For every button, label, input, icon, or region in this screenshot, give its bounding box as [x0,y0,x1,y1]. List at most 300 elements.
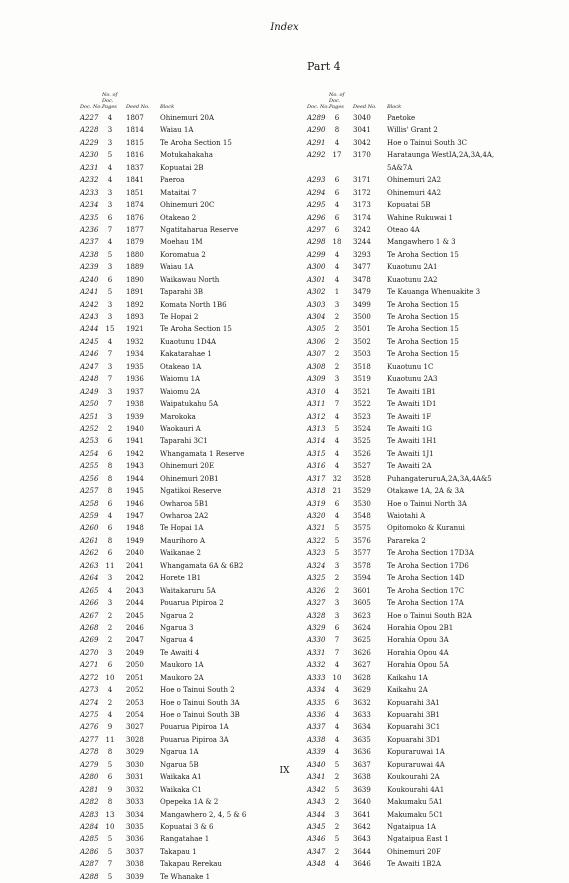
table-row [307,796,562,808]
doc-no-cell: A234 [80,201,99,210]
deed-no-cell: 3244 [353,238,371,247]
block-cell: Te Hopai 2 [160,313,199,321]
doc-no-cell: A282 [80,798,99,807]
table-row [80,535,335,547]
deed-no-cell: 2054 [126,711,144,719]
table-row [80,684,335,696]
table-row [80,361,335,373]
pages-cell: 2 [107,424,113,433]
pages-cell: 18 [332,238,342,247]
deed-no-cell: 3032 [126,785,144,794]
pages-cell: 3 [107,263,113,272]
block-cell: Kopuatai 2B [160,163,204,172]
block-cell: Pouarua Pipiroa 3A [160,735,229,744]
block-cell: Mangawhero 1 & 3 [387,238,456,247]
block-cell: Ohinemuri 20F [387,847,441,856]
deed-no-cell: 3605 [353,599,371,608]
deed-no-cell: 1891 [126,288,144,297]
pages-cell: 6 [107,213,113,222]
pages-cell: 3 [107,648,113,657]
pages-cell: 3 [107,188,113,197]
header-deed: Deed No. [353,104,377,110]
deed-no-cell: 3642 [353,822,371,831]
doc-no-cell: A300 [307,263,326,272]
block-cell: Whangamata 6A & 6B2 [160,561,244,570]
deed-no-cell: 2044 [126,599,144,608]
table-row [307,411,562,423]
block-cell: Kopuraruwai 4A [387,760,445,769]
table-row [307,833,562,845]
table-row [80,124,335,136]
block-cell: Owharoa 5B1 [160,499,209,508]
block-cell: Ngarua 2 [160,611,194,620]
deed-no-cell: 3039 [126,872,144,881]
doc-no-cell: A340 [307,760,326,769]
block-cell: Te Aroha Section 15 [160,325,232,334]
pages-cell: 4 [334,275,340,284]
block-cell: Ohinemuri 2A2 [387,176,442,185]
pages-cell: 7 [107,860,113,869]
doc-no-cell: A342 [307,785,326,794]
table-row [307,299,562,311]
doc-no-cell: A274 [80,698,99,707]
pages-cell: 4 [334,462,340,471]
block-cell: Koukourahi 2A [387,773,440,782]
pages-cell: 2 [334,773,340,782]
block-cell: Ohinemuri 20B1 [160,474,219,483]
pages-cell: 11 [105,735,115,744]
pages-cell: 4 [334,748,340,757]
doc-no-cell: A280 [80,773,99,782]
doc-no-cell: A254 [80,449,99,458]
page-title: Index [270,22,299,33]
pages-cell: 2 [334,586,340,595]
deed-no-cell: 3031 [126,773,144,782]
pages-cell: 3 [107,362,113,371]
doc-no-cell: A324 [307,561,326,570]
deed-no-cell: 1851 [126,188,144,197]
deed-no-cell: 3601 [353,586,371,595]
doc-no-cell: A230 [80,151,99,160]
deed-no-cell: 3479 [353,288,371,297]
block-cell: Makumaku 5C1 [387,810,444,819]
deed-no-cell: 3639 [353,785,371,794]
pages-cell: 10 [105,822,115,831]
table-row [307,323,562,335]
pages-cell: 4 [334,437,340,446]
table-row [307,112,562,124]
block-cell: Ngataipua East 1 [387,835,449,844]
section-title: Part 4 [307,60,341,73]
pages-cell: 7 [107,400,113,409]
pages-cell: 4 [334,449,340,458]
doc-no-cell: A236 [80,225,99,234]
deed-no-cell: 3636 [353,748,371,757]
block-cell: Waokauri A [160,424,201,433]
pages-cell: 3 [334,599,340,608]
table-row [80,784,335,796]
deed-no-cell: 3036 [126,835,144,844]
doc-no-cell: A288 [80,872,99,881]
pages-cell: 6 [334,114,340,122]
block-cell: Motukahakaha [160,151,213,160]
table-row [307,473,562,485]
table-row [307,634,562,646]
deed-no-cell: 3526 [353,449,371,458]
table-row [307,124,562,136]
block-cell: Horahia Opou 4A [387,648,449,657]
table-row [307,249,562,261]
pages-cell: 4 [107,337,113,346]
deed-no-cell: 1948 [126,524,144,533]
block-cell: Te Whanake 1 [160,872,211,881]
block-cell: Koukourahi 4A1 [387,785,445,794]
pages-cell: 4 [334,412,340,421]
block-cell: Pouarua Pipiroa 2 [160,599,224,608]
index-table-right [307,112,562,871]
deed-no-cell: 3038 [126,860,144,869]
pages-cell: 6 [107,499,113,508]
doc-no-cell: A334 [307,686,326,695]
table-row [80,697,335,709]
pages-cell: 8 [107,536,113,545]
table-row [307,261,562,273]
doc-no-cell: A261 [80,536,99,545]
header-doc: Doc. No. [80,104,102,110]
deed-no-cell: 1947 [126,512,144,520]
pages-cell: 6 [107,549,113,558]
pages-cell: 21 [332,487,342,496]
deed-no-cell: 3548 [353,512,371,520]
deed-no-cell: 3634 [353,723,371,732]
table-row [80,597,335,609]
table-row [80,871,335,883]
table-row-continuation [307,162,562,174]
deed-no-cell: 3501 [353,325,371,334]
block-cell: Waiau 1A [160,126,194,135]
table-row [307,286,562,298]
doc-no-cell: A235 [80,213,99,222]
table-row [80,336,335,348]
header-block: Block [160,104,175,110]
block-cell: Kopuarahi 3A1 [387,698,440,707]
block-cell: Te Aroha Section 15 [387,300,459,309]
block-cell: Te Awaiti 1B2A [387,860,442,869]
block-cell: Ngarua 3 [160,623,194,632]
block-cell: Waikaka A1 [160,773,202,782]
doc-no-cell: A281 [80,785,99,794]
doc-no-cell: A325 [307,574,326,583]
deed-no-cell: 3174 [353,213,371,222]
deed-no-cell: 1893 [126,313,144,321]
table-row [307,560,562,572]
doc-no-cell: A259 [80,512,99,520]
deed-no-cell: 3594 [353,574,371,583]
deed-no-cell: 3033 [126,798,144,807]
pages-cell: 4 [107,686,113,695]
table-row [80,261,335,273]
deed-no-cell: 3632 [353,698,371,707]
block-cell: Kopuarahi 3C1 [387,723,441,732]
block-cell: Kuaotunu 1C [387,362,434,371]
block-cell: Ohinemuri 20C [160,201,215,210]
pages-cell: 7 [334,400,340,409]
table-row [80,846,335,858]
pages-cell: 4 [107,586,113,595]
pages-cell: 3 [334,375,340,384]
doc-no-cell: A255 [80,462,99,471]
pages-cell: 3 [334,561,340,570]
table-row [80,672,335,684]
table-row [307,597,562,609]
deed-no-cell: 1944 [126,474,144,483]
pages-cell: 13 [105,810,115,819]
doc-no-cell: A264 [80,574,99,583]
block-cell: Waipatukahu 5A [160,400,219,409]
doc-no-cell: A241 [80,288,99,297]
table-row [80,137,335,149]
pages-cell: 8 [107,487,113,496]
deed-no-cell: 3626 [353,648,371,657]
doc-no-cell: A326 [307,586,326,595]
doc-no-cell: A270 [80,648,99,657]
doc-no-cell: A227 [80,114,99,122]
deed-no-cell: 3037 [126,847,144,856]
block-cell: Te Awaiti 1H1 [387,437,437,446]
table-row [307,448,562,460]
doc-no-cell: A277 [80,735,99,744]
doc-no-cell: A285 [80,835,99,844]
deed-no-cell: 1880 [126,250,144,259]
doc-no-cell: A301 [307,275,326,284]
table-row [80,473,335,485]
block-cell: Hoe o Tainui South 2 [160,686,235,695]
block-cell: Marokoka [160,412,196,421]
table-row [307,858,562,870]
deed-no-cell: 1837 [126,163,144,172]
doc-no-cell: A238 [80,250,99,259]
table-row [307,373,562,385]
pages-cell: 2 [107,636,113,645]
table-row [307,498,562,510]
header-pages: No. of Doc. Pages [329,92,345,110]
block-cell: Maukoro 1A [160,661,204,670]
doc-no-cell: A231 [80,163,99,172]
deed-no-cell: 3524 [353,424,371,433]
doc-no-cell: A347 [307,847,326,856]
doc-no-cell: A318 [307,487,326,496]
doc-no-cell: A295 [307,201,326,210]
pages-cell: 3 [334,611,340,620]
deed-no-cell: 3643 [353,835,371,844]
doc-no-cell: A278 [80,748,99,757]
pages-cell: 6 [334,623,340,632]
pages-cell: 9 [107,723,113,732]
block-cell: Horete 1B1 [160,574,202,583]
pages-cell: 3 [107,412,113,421]
block-cell: Te Awaiti 1F [387,412,432,421]
doc-no-cell: A310 [307,387,326,396]
pages-cell: 2 [107,623,113,632]
doc-no-cell: A306 [307,337,326,346]
pages-cell: 4 [334,860,340,869]
table-row [80,274,335,286]
pages-cell: 1 [334,288,340,297]
table-row [80,212,335,224]
table-row [80,411,335,423]
doc-no-cell: A271 [80,661,99,670]
table-row [307,137,562,149]
deed-no-cell: 1841 [126,176,144,185]
table-row [80,585,335,597]
block-cell: Ohinemuri 4A2 [387,188,442,197]
doc-no-cell: A314 [307,437,326,446]
doc-no-cell: A294 [307,188,326,197]
doc-no-cell: A304 [307,313,326,321]
block-cell: Te Aroha Section 15 [387,325,459,334]
table-row [80,423,335,435]
deed-no-cell: 1949 [126,536,144,545]
deed-no-cell: 1938 [126,400,144,409]
doc-no-cell: A309 [307,375,326,384]
deed-no-cell: 1876 [126,213,144,222]
block-cell: Kakatarahae 1 [160,350,212,359]
doc-no-cell: A276 [80,723,99,732]
deed-no-cell: 1935 [126,362,144,371]
block-cell: Waiomu 1A [160,375,201,384]
deed-no-cell: 3624 [353,623,371,632]
pages-cell: 7 [107,350,113,359]
table-row [307,734,562,746]
block-cell: Te Hopai 1A [160,524,204,533]
deed-no-cell: 2040 [126,549,144,558]
index-right-column [307,58,562,871]
pages-cell: 2 [334,847,340,856]
table-row [80,821,335,833]
deed-no-cell: 3646 [353,860,371,869]
table-row [80,809,335,821]
doc-no-cell: A312 [307,412,326,421]
block-cell: Maurihoro A [160,536,205,545]
doc-no-cell: A263 [80,561,99,570]
pages-cell: 5 [334,760,340,769]
block-cell: Kopuarahi 3B1 [387,711,440,719]
pages-cell: 5 [334,424,340,433]
pages-cell: 5 [334,835,340,844]
block-cell: Te Aroha Section 17D3A [387,549,474,558]
table-row [307,522,562,534]
table-row [307,510,562,522]
doc-no-cell: A266 [80,599,99,608]
deed-no-cell: 1932 [126,337,144,346]
doc-no-cell: A321 [307,524,326,533]
header-block: Block [387,104,402,110]
pages-cell: 4 [334,201,340,210]
column-headers [307,75,562,112]
deed-no-cell: 2041 [126,561,144,570]
block-cell: Hoe o Tainui South 3A [160,698,240,707]
pages-cell: 4 [107,512,113,520]
block-cell: Taparahi 3B [160,288,204,297]
table-row [80,498,335,510]
pages-cell: 7 [107,375,113,384]
doc-no-cell: A316 [307,462,326,471]
deed-no-cell: 3633 [353,711,371,719]
doc-no-cell: A269 [80,636,99,645]
table-row [80,721,335,733]
doc-no-cell: A290 [307,126,326,135]
pages-cell: 6 [334,499,340,508]
block-cell: Te Aroha Section 17A [387,599,464,608]
pages-cell: 6 [107,275,113,284]
table-row [80,398,335,410]
doc-no-cell: A242 [80,300,99,309]
doc-no-cell: A345 [307,822,326,831]
table-row [307,423,562,435]
table-row [307,547,562,559]
pages-cell: 4 [107,711,113,719]
doc-no-cell: A246 [80,350,99,359]
table-row [80,547,335,559]
doc-no-cell: A286 [80,847,99,856]
table-row [307,572,562,584]
pages-cell: 4 [107,163,113,172]
table-row [80,112,335,124]
doc-no-cell: A348 [307,860,326,869]
block-cell: Waikawau North [160,275,220,284]
block-cell: Taparahi 3C1 [160,437,208,446]
doc-no-cell: A322 [307,536,326,545]
pages-cell: 3 [334,300,340,309]
block-cell: Te Aroha Section 15 [387,313,459,321]
table-row [80,659,335,671]
deed-no-cell: 3627 [353,661,371,670]
doc-no-cell: A311 [307,400,326,409]
doc-no-cell: A293 [307,176,326,185]
pages-cell: 6 [107,773,113,782]
pages-cell: 17 [332,151,342,160]
block-cell: Ngatitaharua Reserve [160,225,239,234]
deed-no-cell: 3640 [353,798,371,807]
block-cell: Waitakaruru 5A [160,586,216,595]
block-cell: Owharoa 2A2 [160,512,209,520]
deed-no-cell: 3499 [353,300,371,309]
table-row [307,348,562,360]
deed-no-cell: 3518 [353,362,371,371]
index-left-column [80,58,335,883]
table-row [307,398,562,410]
doc-no-cell: A335 [307,698,326,707]
doc-no-cell: A289 [307,114,326,122]
pages-cell: 2 [334,574,340,583]
block-cell: Waikaka C1 [160,785,202,794]
deed-no-cell: 3576 [353,536,371,545]
block-cell: Horahia Opou 5A [387,661,449,670]
deed-no-cell: 3293 [353,250,371,259]
deed-no-cell: 3523 [353,412,371,421]
block-cell: Te Awaiti 1J1 [387,449,434,458]
deed-no-cell: 3171 [353,176,371,185]
doc-no-cell: A229 [80,138,99,147]
table-row [80,299,335,311]
deed-no-cell: 2053 [126,698,144,707]
table-row [80,435,335,447]
deed-no-cell: 3030 [126,760,144,769]
table-row [80,510,335,522]
block-cell: Whangamata 1 Reserve [160,449,245,458]
table-row [307,647,562,659]
block-cell: Te Aroha Section 17C [387,586,465,595]
